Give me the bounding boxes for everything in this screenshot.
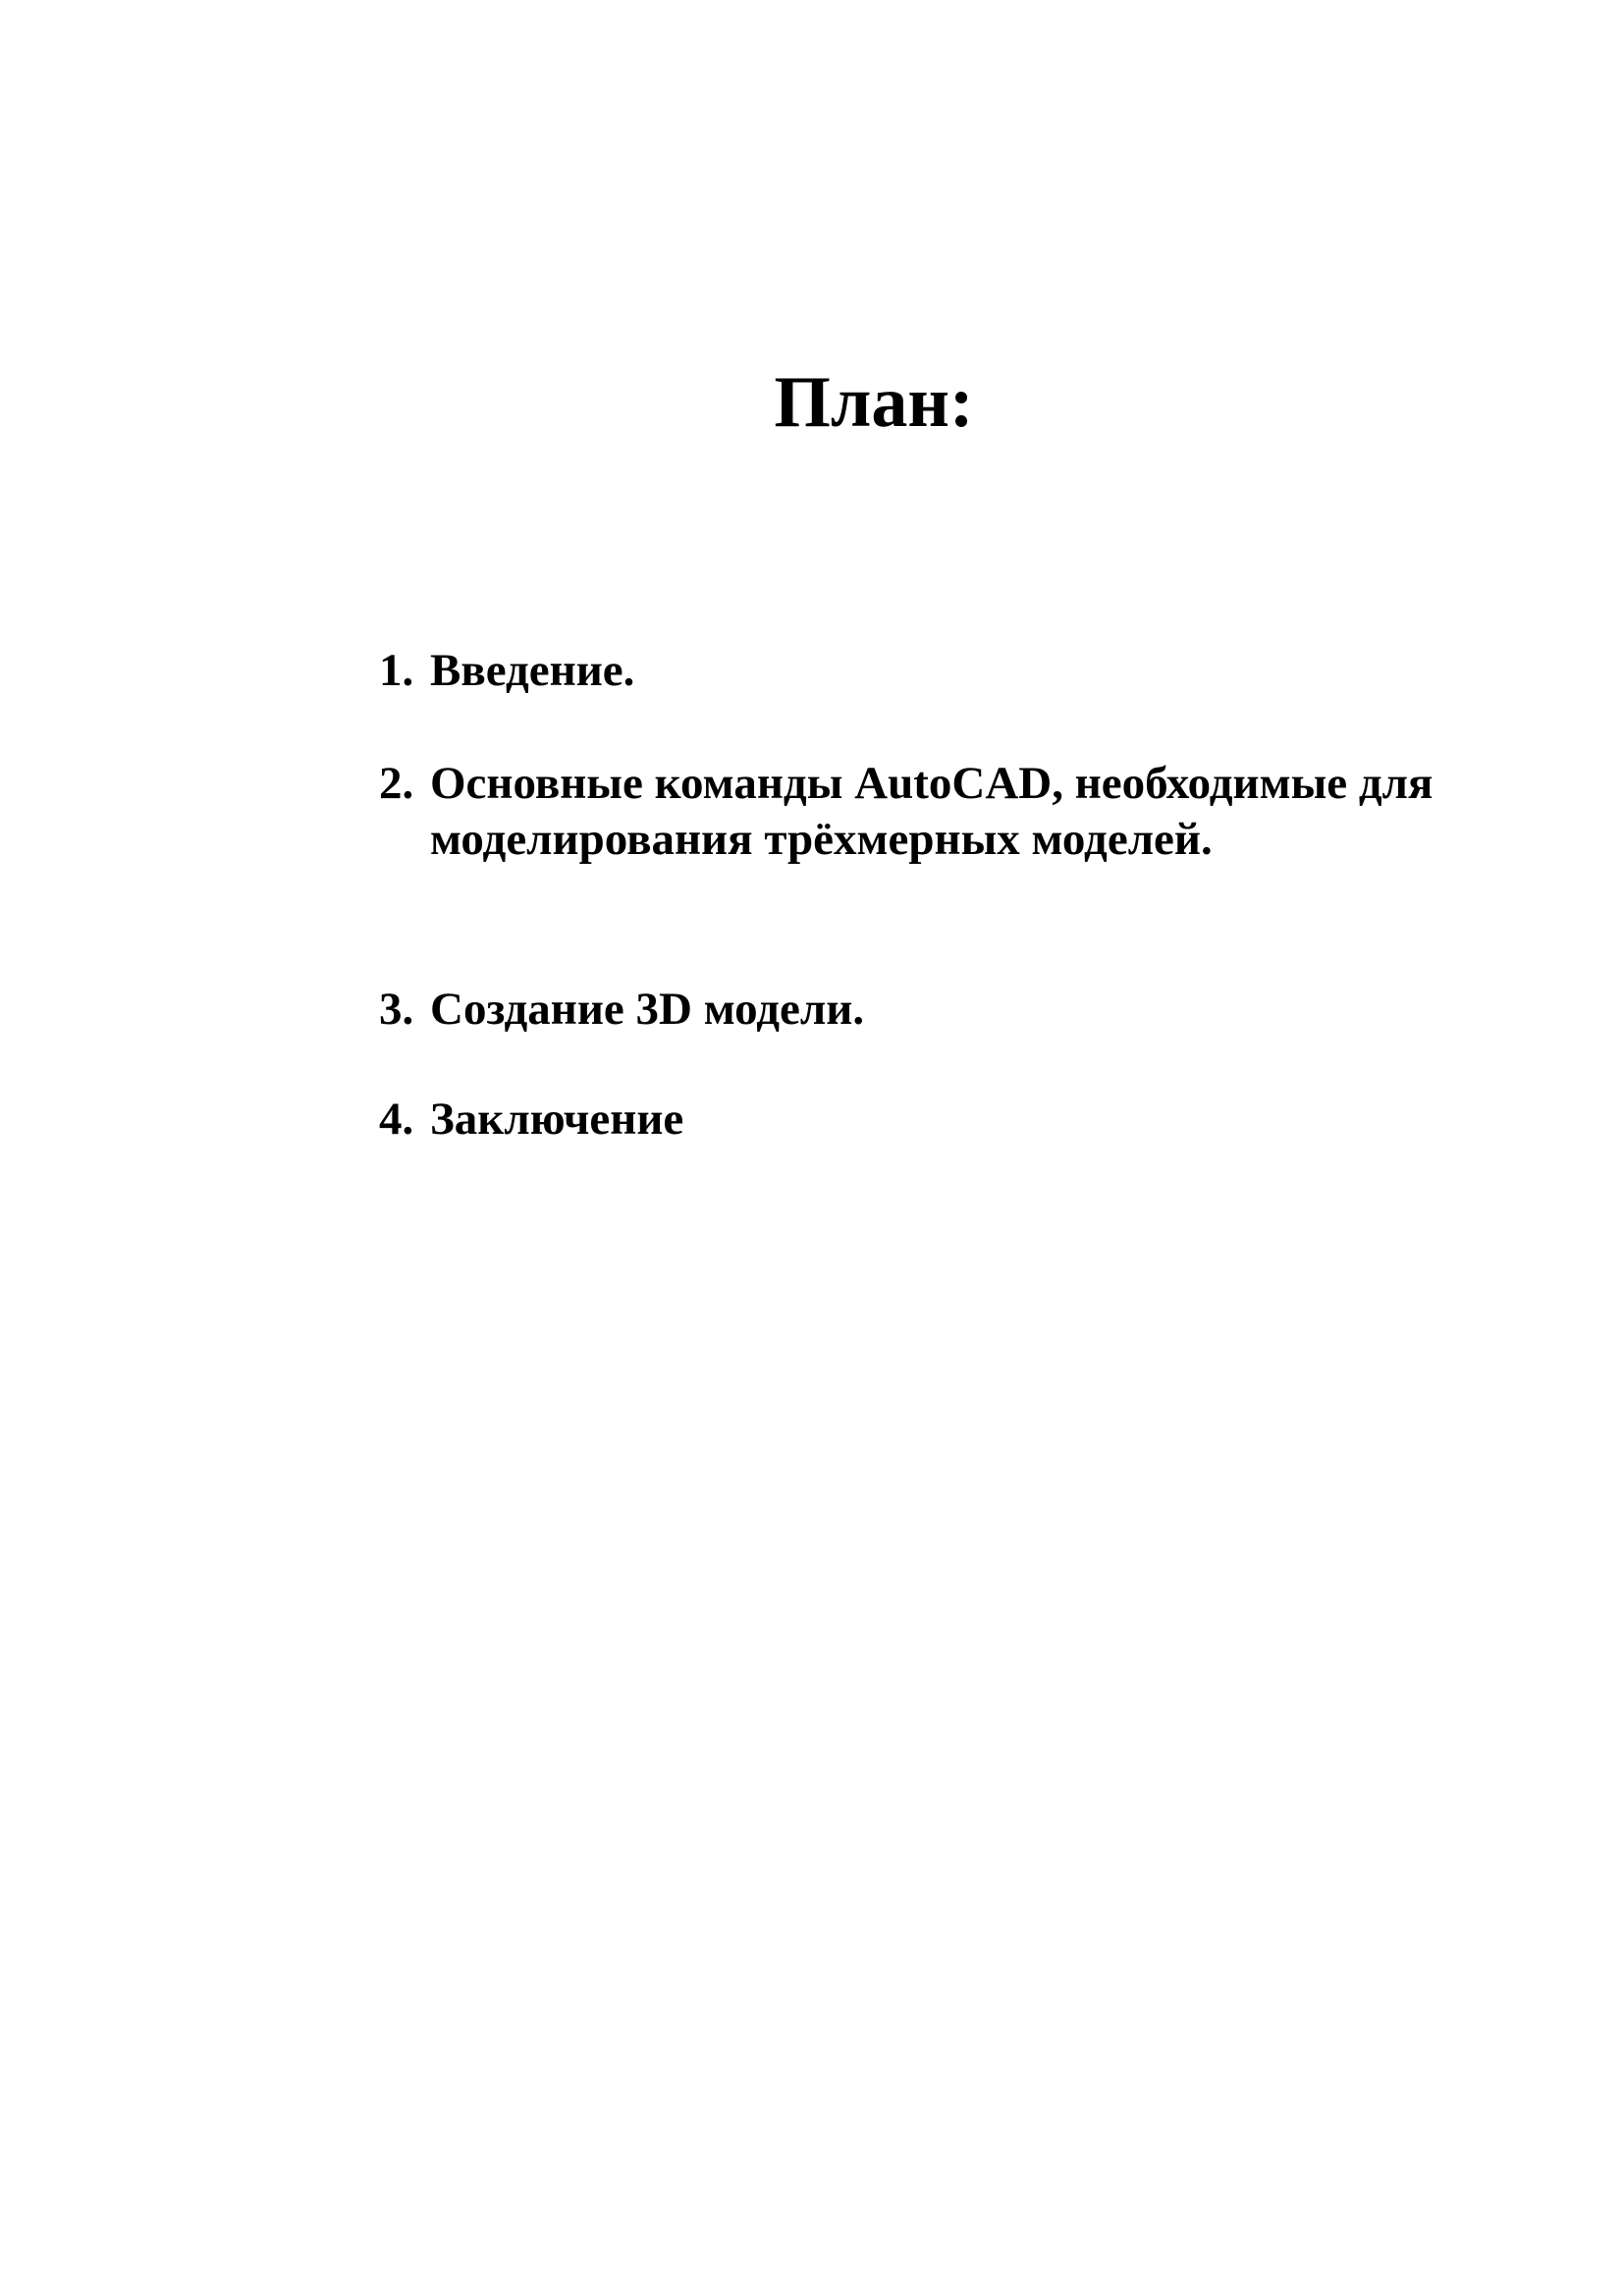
page-title: План:	[774, 362, 974, 443]
plan-item-number: 2.	[379, 758, 414, 809]
plan-item-autocad-commands	[379, 756, 1606, 868]
plan-item-text: Введение.	[430, 645, 635, 696]
plan-item-conclusion	[379, 1092, 1606, 1148]
plan-item-text: Заключение	[430, 1094, 684, 1145]
plan-item-number: 1.	[379, 645, 414, 696]
plan-item-introduction	[379, 643, 1606, 699]
plan-item-text: Основные команды AutoCAD, необходимые для моделирования трёхмерных моделей.	[430, 758, 1434, 865]
plan-item-text: Создание 3D модели.	[430, 984, 865, 1035]
plan-item-number: 4.	[379, 1094, 414, 1145]
plan-item-number: 3.	[379, 984, 414, 1035]
plan-item-3d-model	[379, 982, 1606, 1038]
